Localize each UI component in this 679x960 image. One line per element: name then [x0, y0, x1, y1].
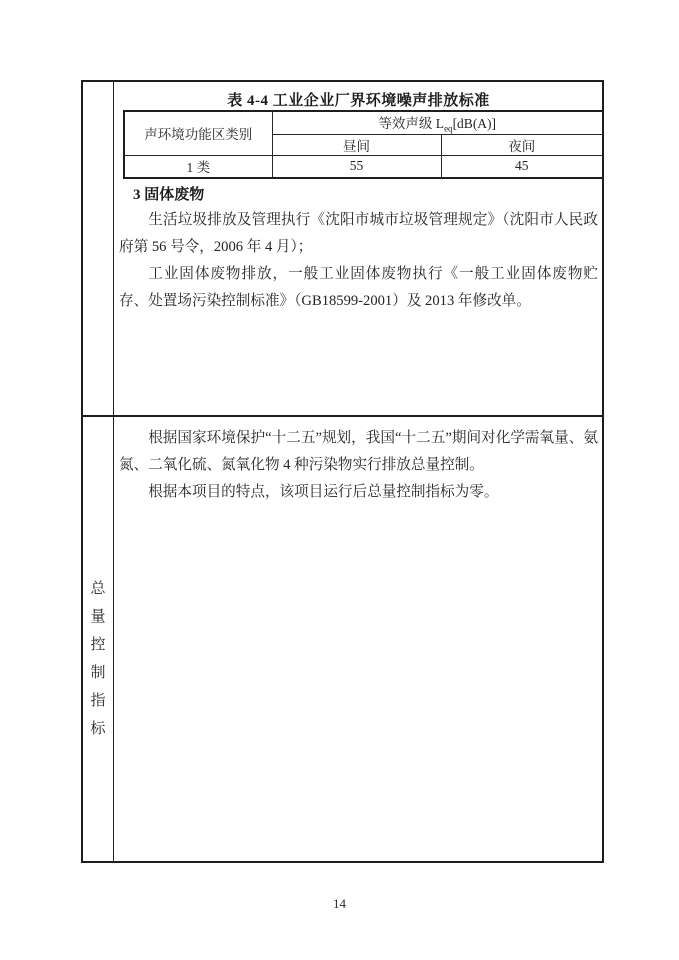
section-total-control [83, 417, 602, 861]
page-number: 14 [333, 896, 346, 911]
table-header-category: 声环境功能区类别 [124, 111, 272, 155]
side-label-char: 标 [90, 721, 106, 737]
side-label-char: 总 [90, 581, 106, 597]
form-border-box [81, 80, 604, 863]
table-header-leq [272, 111, 602, 134]
main-cell-bottom [114, 417, 602, 861]
cell-day-value: 55 [272, 155, 441, 178]
side-cell-empty [83, 82, 114, 415]
total-control-paragraph-1: 根据国家环境保护“十二五”规划，我国“十二五”期间对化学需氧量、氨氮、二氧化硫、氮氧化物 4 种污染物实行排放总量控制。 [119, 430, 598, 473]
cell-night-value: 45 [441, 155, 602, 178]
solid-waste-heading: 3 固体废物 [133, 187, 205, 204]
table-header-row-1 [124, 111, 602, 134]
main-cell-top [114, 82, 602, 415]
side-label-total-control-indicator [83, 417, 114, 861]
side-label-char: 指 [90, 693, 106, 709]
section-noise-and-solid-waste [83, 82, 602, 417]
table-row-class1 [124, 155, 602, 178]
leq-label-suffix: [dB(A)] [452, 116, 497, 131]
table-header-day: 昼间 [272, 134, 441, 155]
side-label-char: 量 [90, 609, 106, 625]
solid-waste-paragraph-1: 生活垃圾排放及管理执行《沈阳市城市垃圾管理规定》（沈阳市人民政府第 56 号令，2006 年 4 月）； [119, 212, 598, 256]
side-label-char: 制 [90, 665, 106, 681]
leq-label-subscript: eq [444, 123, 453, 134]
noise-standard-table [123, 110, 602, 179]
total-control-paragraph-2: 根据本项目的特点，该项目运行后总量控制指标为零。 [148, 484, 499, 500]
leq-label-prefix: 等效声级 L [378, 116, 445, 131]
side-label-char: 控 [90, 637, 106, 653]
table-header-night: 夜间 [441, 134, 602, 155]
table-title: 表 4-4 工业企业厂界环境噪声排放标准 [227, 93, 490, 109]
cell-category: 1 类 [124, 155, 272, 178]
solid-waste-paragraph-2: 工业固体废物排放，一般工业固体废物执行《一般工业固体废物贮存、处置场污染控制标准》（GB18599-2001）及 2013 年修改单。 [119, 266, 598, 310]
